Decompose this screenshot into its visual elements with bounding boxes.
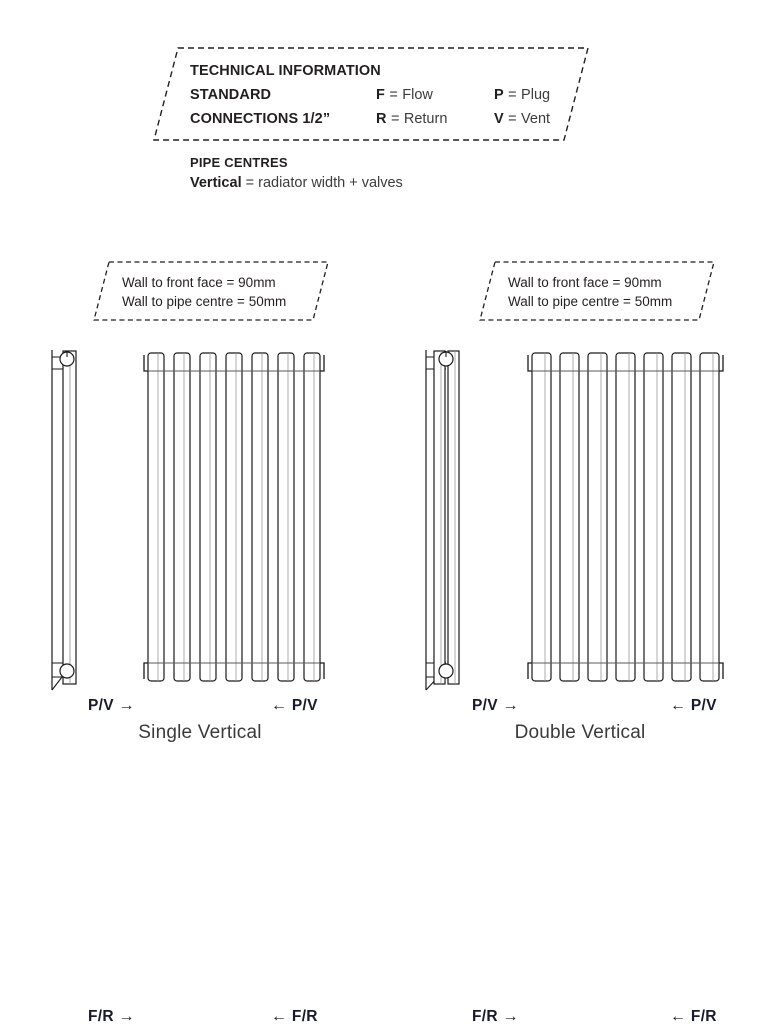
wall-pipe-centre-single: Wall to pipe centre = 50mm: [122, 294, 287, 309]
single-bottom-valve-circle: [60, 664, 74, 678]
pipe-centres-orientation: Vertical: [190, 175, 242, 191]
single-bottom-right-connection: [271, 1008, 318, 1026]
double-bottom-left-label: F/R: [472, 1008, 498, 1025]
double-vertical-drawing: [384, 345, 766, 695]
standard-label: STANDARD: [190, 87, 272, 103]
tech-row-connections: [190, 107, 570, 131]
double-top-left-label: P/V: [472, 697, 498, 714]
arrow-right-icon: →: [502, 1008, 519, 1025]
caption-single-vertical: Single Vertical: [138, 722, 262, 743]
tech-row-heading: [190, 60, 570, 83]
single-top-right-label: P/V: [291, 697, 318, 714]
legend-vent: [494, 107, 604, 131]
single-bottom-left-connection: [88, 1008, 135, 1026]
double-bottom-valve-circle: [439, 664, 453, 678]
legend-return-value: Return: [403, 111, 448, 127]
legend-flow-value: Flow: [402, 87, 433, 103]
wall-callout-text-double: [508, 273, 672, 311]
double-front-columns: [532, 353, 719, 681]
double-top-right-label: P/V: [690, 697, 717, 714]
double-bottom-left-connection: [472, 1008, 519, 1026]
double-profile-rear-tube: [448, 351, 459, 684]
arrow-right-icon: →: [118, 1008, 135, 1025]
tech-row-standard: [190, 83, 570, 107]
technical-information-heading: TECHNICAL INFORMATION: [190, 63, 381, 79]
single-top-left-label: P/V: [88, 697, 114, 714]
wall-callout-single: [92, 260, 330, 322]
legend-flow: [376, 83, 494, 107]
legend-plug-eq: =: [508, 87, 517, 103]
double-profile-front-tube: [434, 351, 445, 684]
arrow-right-icon: →: [118, 697, 135, 714]
single-profile-body: [63, 351, 76, 684]
arrow-left-icon: ←: [670, 697, 687, 714]
legend-vent-value: Vent: [521, 111, 551, 127]
arrow-left-icon: ←: [271, 697, 288, 714]
connections-label: CONNECTIONS 1/2”: [190, 111, 331, 127]
single-top-right-connection: [271, 697, 318, 715]
double-bottom-right-connection: [670, 1008, 717, 1026]
wall-front-face-double: Wall to front face = 90mm: [508, 275, 662, 290]
legend-plug-key: P: [494, 87, 504, 103]
wall-pipe-centre-double: Wall to pipe centre = 50mm: [508, 294, 673, 309]
wall-callout-text-single: [122, 273, 286, 311]
single-front-columns: [148, 353, 320, 681]
double-bottom-right-label: F/R: [690, 1008, 717, 1025]
pipe-centres-formula: radiator width + valves: [258, 175, 403, 191]
double-top-right-connection: [670, 697, 717, 715]
wall-callout-double: [478, 260, 716, 322]
legend-vent-eq: =: [508, 111, 517, 127]
legend-return-eq: =: [390, 111, 400, 127]
legend-return-key: R: [376, 111, 387, 127]
technical-information-callout: [152, 46, 590, 142]
wall-front-face-single: Wall to front face = 90mm: [122, 275, 276, 290]
legend-plug: [494, 83, 604, 107]
arrow-right-icon: →: [502, 697, 519, 714]
pipe-centres-equals: =: [245, 175, 255, 191]
pipe-centres-title: PIPE CENTRES: [190, 155, 288, 170]
pipe-centres-block: [190, 153, 530, 194]
single-top-left-connection: [88, 697, 135, 715]
arrow-left-icon: ←: [670, 1008, 687, 1025]
caption-double-vertical: Double Vertical: [514, 722, 646, 743]
legend-flow-eq: =: [389, 87, 398, 103]
legend-plug-value: Plug: [521, 87, 551, 103]
pipe-centres-formula-row: [190, 172, 530, 194]
single-bottom-right-label: F/R: [291, 1008, 318, 1025]
arrow-left-icon: ←: [271, 1008, 288, 1025]
single-bottom-left-label: F/R: [88, 1008, 114, 1025]
legend-flow-key: F: [376, 87, 385, 103]
legend-return: [376, 107, 494, 131]
legend-vent-key: V: [494, 111, 504, 127]
double-top-left-connection: [472, 697, 519, 715]
single-vertical-drawing: [0, 345, 384, 695]
